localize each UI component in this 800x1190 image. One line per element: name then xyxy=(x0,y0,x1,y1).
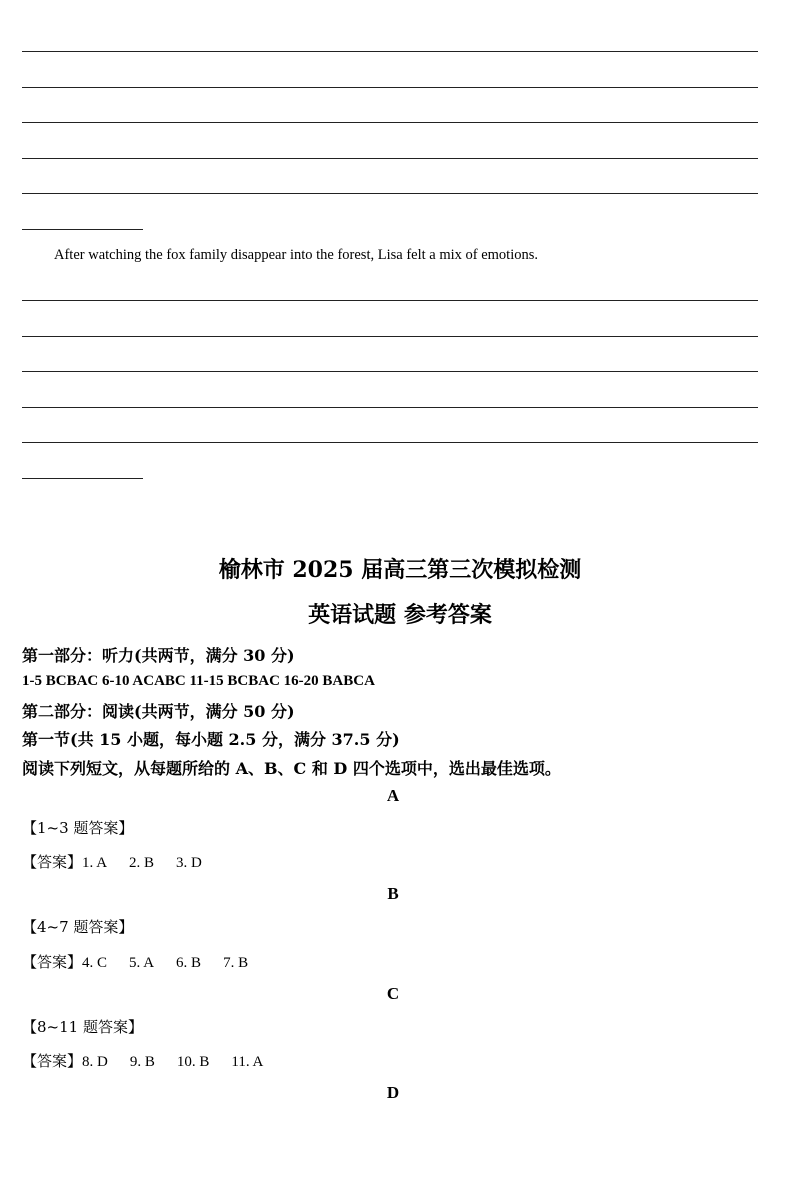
passage-letter: C xyxy=(386,984,400,1003)
answer-label: 【答案】 xyxy=(22,853,83,871)
part2-instruction: 阅读下列短文，从每题所给的 A、B、C 和 D 四个选项中，选出最佳选项。 xyxy=(22,759,561,778)
answer-row xyxy=(22,1050,285,1071)
answer-label: 【答案】 xyxy=(22,1052,83,1070)
answer-item: 3. D xyxy=(176,855,202,871)
passage-letter: B xyxy=(387,884,399,903)
writing-line-short xyxy=(22,229,143,230)
answer-item: 11. A xyxy=(231,1054,264,1070)
writing-line xyxy=(22,407,758,408)
answer-item: 9. B xyxy=(129,1054,155,1070)
answer-row xyxy=(22,851,224,872)
writing-line xyxy=(22,87,758,88)
writing-line xyxy=(22,442,758,443)
question-range: 【4~7 题答案】 xyxy=(22,918,134,936)
writing-line xyxy=(22,122,758,123)
writing-line xyxy=(22,158,758,159)
passage-letter: D xyxy=(386,1083,400,1102)
answer-item: 4. C xyxy=(82,955,108,971)
answer-item: 5. A xyxy=(129,955,155,971)
writing-line xyxy=(22,193,758,194)
writing-prompt: After watching the fox family disappear into the forest, Lisa felt a mix of emotions. xyxy=(54,247,539,263)
answer-label: 【答案】 xyxy=(22,953,83,971)
answer-item: 6. B xyxy=(176,955,202,971)
answer-item: 1. A xyxy=(82,855,108,871)
answer-item: 2. B xyxy=(129,855,155,871)
part2-section1-heading: 第一节(共 15 小题，每小题 2.5 分，满分 37.5 分) xyxy=(22,730,400,749)
answer-item: 10. B xyxy=(176,1054,210,1070)
writing-line xyxy=(22,336,758,337)
passage-letter: A xyxy=(386,786,400,805)
answer-row xyxy=(22,951,270,972)
answer-item: 8. D xyxy=(82,1054,108,1070)
part2-heading: 第二部分：阅读(共两节，满分 50 分) xyxy=(22,702,295,721)
writing-line-short xyxy=(22,478,143,479)
writing-line xyxy=(22,51,758,52)
document-title: 榆林市 2025 届高三第三次模拟检测 xyxy=(218,557,582,583)
answer-item: 7. B xyxy=(223,955,249,971)
question-range: 【1~3 题答案】 xyxy=(22,819,134,837)
part1-heading: 第一部分：听力(共两节，满分 30 分) xyxy=(22,646,295,665)
document-subtitle: 英语试题 参考答案 xyxy=(308,602,492,628)
writing-line xyxy=(22,371,758,372)
writing-line xyxy=(22,300,758,301)
question-range: 【8~11 题答案】 xyxy=(22,1018,143,1036)
part1-answer-keys: 1-5 BCBAC 6-10 ACABC 11-15 BCBAC 16-20 BABCA xyxy=(22,673,375,689)
